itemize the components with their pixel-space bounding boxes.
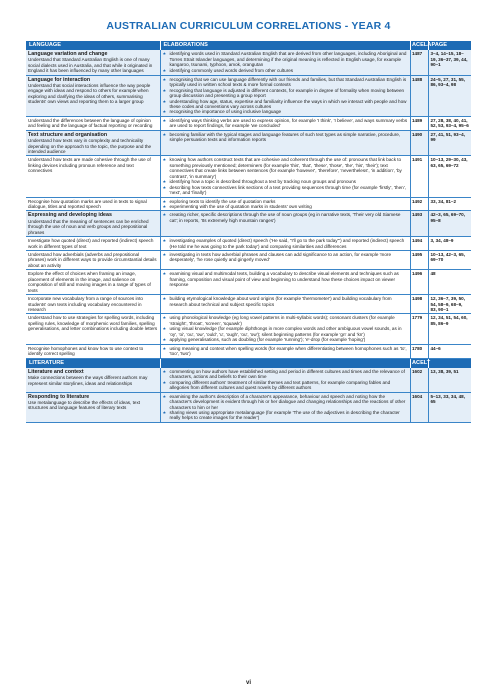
content-description: Understand that the meaning of sentences can be enriched through the use of noun and verb groups and prepositional phrases: [28, 218, 149, 235]
page-references: 10–13, 42–3, 65, 69–70: [428, 250, 471, 269]
page-references: 5–13, 33, 34, 48, 65: [428, 392, 471, 422]
elaborations-list: [163, 212, 408, 223]
content-description: Investigate how quoted (direct) and reported (indirect) speech work in different types of text: [28, 238, 154, 249]
strand-title: Text structure and organisation: [28, 131, 108, 138]
correlations-table: [26, 41, 471, 423]
elaboration-item: ★ applying generalisations, such as doubling (for example 'running'); 'e'-drop (for example 'hoping'): [163, 337, 408, 342]
strand-title: Literature and context: [28, 368, 84, 375]
curriculum-code: 1495: [410, 250, 428, 269]
elaborations-list: [163, 118, 408, 129]
elaborations-list: [163, 252, 408, 263]
page-references: 27, 41, 51, 93–4, 99: [428, 130, 471, 156]
page-references: 3–4, 14–15, 18–19, 36–37, 39, 44, 90–1: [428, 50, 471, 75]
content-description: Recognise how quotation marks are used in texts to signal dialogue, titles and reported speech: [28, 198, 147, 210]
strand-title: Language variation and change: [28, 51, 108, 58]
elaboration-item: ★ comparing different authors' treatment of similar themes and text patterns, for example comparing fables and allegories from different cultures and quest novels by different authors: [163, 380, 408, 391]
page-references: 44–6: [428, 344, 471, 358]
page-references: 13, 38, 39, 51: [428, 368, 471, 392]
elaboration-item: ★ identifying words used in Standard Australian English that are derived from other languages, including Aboriginal and Torres Strait Islander languages, and determining if the original meaning is reflected in English usage, for example kangaroo, tsunami, typhoon, amok, orangutan: [163, 51, 408, 67]
content-description-cell: [26, 270, 160, 295]
content-description-cell: [26, 75, 160, 116]
elaborations-cell: [160, 50, 410, 75]
curriculum-code: 1489: [410, 116, 428, 130]
content-description-cell: [26, 211, 160, 237]
elaboration-item: ★ identifying how a topic is described throughout a text by tracking noun groups and pronouns: [163, 179, 408, 184]
curriculum-code: 1496: [410, 270, 428, 295]
strand-title: Expressing and developing ideas: [28, 212, 112, 219]
elaborations-list: [163, 394, 408, 421]
table-row: [26, 250, 471, 269]
section-header-col2: [160, 358, 410, 368]
content-description-cell: [26, 116, 160, 130]
elaborations-cell: [160, 116, 410, 130]
elaborations-list: [163, 271, 408, 287]
table-row: [26, 50, 471, 75]
curriculum-code: 1602: [410, 368, 428, 392]
elaboration-item: ★ recognising that language is adjusted in different contexts, for example in degree of formality when moving between group discussion and presenting a group report: [163, 88, 408, 99]
table-row: [26, 270, 471, 295]
section-header: [26, 41, 471, 50]
elaborations-list: [163, 369, 408, 391]
elaboration-item: ★ investigating in texts how adverbial phrases and clauses can add significance to an action, for example 'more desperately', 'he rose quietly and gingerly moved': [163, 252, 408, 263]
content-description: Understand the differences between the language of opinion and feeling and the language of factual reporting or recording: [28, 117, 153, 129]
elaborations-list: [163, 77, 408, 115]
table-row: [26, 295, 471, 314]
elaborations-cell: [160, 130, 410, 156]
curriculum-code: 1498: [410, 295, 428, 314]
content-description-cell: [26, 237, 160, 251]
page-references: 12, 36–7, 39, 50, 54, 58–9, 68–9, 83, 90–1: [428, 295, 471, 314]
page-references: 12, 34, 51, 54, 60, 85, 86–9: [428, 314, 471, 344]
elaboration-item: ★ describing how texts connectives link sections of a text providing sequences through time (for example 'firstly', 'then', 'next', and 'finally'): [163, 185, 408, 196]
elaboration-item: ★ exploring texts to identify the use of quotation marks: [163, 199, 408, 204]
section-header-col4: PAGE: [428, 41, 471, 50]
content-description: Understand how texts are made cohesive through the use of linking devices including pronoun reference and text connectives: [28, 157, 151, 174]
elaborations-cell: [160, 237, 410, 251]
page-references: 10–13, 29–30, 43, 63, 65, 69–72: [428, 156, 471, 197]
table-row: [26, 314, 471, 344]
elaboration-item: ★ using meaning and context when spelling words (for example when differentiating between homophones such as 'to', 'too', 'two'): [163, 346, 408, 357]
elaborations-list: [163, 296, 408, 307]
elaborations-list: [163, 346, 408, 357]
elaborations-cell: [160, 314, 410, 344]
curriculum-code: 1488: [410, 75, 428, 116]
content-description: Make connections between the ways different authors may represent similar storylines, ideas and relationships: [28, 375, 148, 386]
table-row: [26, 156, 471, 197]
page-references: 48: [428, 270, 471, 295]
elaborations-list: [163, 51, 408, 73]
elaboration-item: ★ investigating examples of quoted (direct) speech ('He said, "I'll go to the park today"') and reported (indirect) speech (He told me he was going to the park today') and comparing similarities and differences: [163, 238, 408, 249]
elaborations-cell: [160, 197, 410, 211]
table-row: [26, 392, 471, 422]
elaborations-cell: [160, 250, 410, 269]
elaboration-item: ★ knowing how authors construct texts that are cohesive and coherent through the use of: pronouns that link back to something previously mentioned; determiners (for example 'this', 'that', 'these', 'those', 'the', 'his', 'their'); text connectives that create links between sentences (for example 'however', 'therefore', 'nevertheless', 'in addition', 'by contrast', 'in summary'): [163, 157, 408, 179]
section-header-col1: LITERATURE: [26, 358, 160, 368]
elaboration-item: ★ commenting on how authors have established setting and period in different cultures and times and the relevance of characters, actions and beliefs to their own time: [163, 369, 408, 380]
curriculum-code: 1491: [410, 156, 428, 197]
page-references: 42–3, 65, 69–70, 95–8: [428, 211, 471, 237]
elaboration-item: ★ recognising that we can use language differently with our friends and families, but that Standard Australian English is typically used in written school texts & more formal contexts: [163, 77, 408, 88]
elaborations-list: [163, 315, 408, 342]
content-description: Use metalanguage to describe the effects of ideas, text structures and language features of literary texts: [28, 399, 141, 411]
page-references: 27, 28, 38, 40, 41, 52, 53, 93–4, 95–6: [428, 116, 471, 130]
table-row: [26, 75, 471, 116]
elaboration-item: ★ examining visual and multimodal texts, building a vocabulary to describe visual elements and techniques such as framing, composition and visual point of view and beginning to understand how these choices impact on viewer response: [163, 271, 408, 287]
elaboration-item: ★ experimenting with the use of quotation marks in students' own writing: [163, 204, 408, 209]
elaboration-item: ★ becoming familiar with the typical stages and language features of such text types as simple narrative, procedure, simple persuasion texts and information reports: [163, 132, 408, 143]
table-row: [26, 197, 471, 211]
curriculum-code: 1492: [410, 197, 428, 211]
correlations-table-body: [26, 41, 471, 422]
content-description: Recognise homophones and know how to use context to identify correct spelling: [28, 345, 144, 357]
table-row: [26, 211, 471, 237]
content-description: Understand that Standard Australian English is one of many social dialects used in Australia, and that while it originated in England it has been influenced by many other languages: [28, 57, 153, 74]
elaboration-item: ★ creating richer, specific descriptions through the use of noun groups (eg in narrative texts, 'Their very old Siamese cat'; in reports, 'Its extremely high mountain ranges'): [163, 212, 408, 223]
table-row: [26, 130, 471, 156]
curriculum-code: 1604: [410, 392, 428, 422]
curriculum-code: 1487: [410, 50, 428, 75]
content-description-cell: [26, 250, 160, 269]
section-header: [26, 358, 471, 368]
elaborations-cell: [160, 156, 410, 197]
elaborations-cell: [160, 295, 410, 314]
table-row: [26, 368, 471, 392]
elaboration-item: ★ identifying commonly used words derived from other cultures: [163, 68, 408, 73]
strand-title: Language for interaction: [28, 76, 91, 83]
content-description-cell: [26, 392, 160, 422]
elaborations-cell: [160, 270, 410, 295]
elaboration-item: ★ using visual knowledge (for example diphthongs in more complex words and other ambiguous vowel sounds, as in 'oy', 'oi', 'ou', 'ow', 'ould', 'u', 'ough', 'ou', 'ow'); silent beginning patterns (for example 'gn' and 'kn'): [163, 326, 408, 337]
content-description-cell: [26, 130, 160, 156]
strand-title: Responding to literature: [28, 393, 90, 400]
curriculum-code: 1780: [410, 344, 428, 358]
content-description-cell: [26, 295, 160, 314]
curriculum-code: 1494: [410, 237, 428, 251]
elaborations-cell: [160, 211, 410, 237]
content-description-cell: [26, 368, 160, 392]
elaborations-cell: [160, 344, 410, 358]
elaborations-list: [163, 157, 408, 195]
content-description-cell: [26, 344, 160, 358]
elaboration-item: ★ identifying ways thinking verbs are used to express opinion, for example 'I think', 'I believe', and ways summary verbs are used to report findings, for example 'we concluded': [163, 118, 408, 129]
table-row: [26, 237, 471, 251]
content-description-cell: [26, 50, 160, 75]
curriculum-code: 1493: [410, 211, 428, 237]
section-header-col2: ELABORATIONS: [160, 41, 410, 50]
section-header-col3: ACELA: [410, 41, 428, 50]
elaboration-item: ★ understanding how age, status, expertise and familiarity influence the ways in which we interact with people and how these codes and conventions vary across cultures: [163, 99, 408, 110]
page-title: AUSTRALIAN CURRICULUM CORRELATIONS - YEAR 4: [106, 20, 391, 32]
content-description: Understand that social interactions influence the way people engage with ideas and respond to others for example when exploring and clarifying the ideas of others, summarising students' own views and reporting them to a larger group: [28, 82, 151, 105]
content-description: Understand how adverbials (adverbs and prepositional phrases) work in different ways to provide circumstantial details about an activity: [28, 251, 157, 268]
content-description: Explore the effect of choices when framing an image, placement of elements in the image, and salience on composition of still and moving images in a range of types of texts: [28, 271, 151, 293]
page-references: 33, 34, 81–2: [428, 197, 471, 211]
content-description: Understand how to use strategies for spelling words, including spelling rules, knowledge of morphemic word families, spelling generalisations, and letter combinations including double letters: [28, 315, 158, 332]
content-description-cell: [26, 197, 160, 211]
content-description: Incorporate new vocabulary from a range of sources into students' own texts including vocabulary encountered in research: [28, 296, 143, 313]
table-row: [26, 116, 471, 130]
page-number: vi: [245, 680, 251, 686]
elaborations-cell: [160, 75, 410, 116]
section-header-col3: ACELT: [410, 358, 428, 368]
elaborations-cell: [160, 368, 410, 392]
content-description-cell: [26, 314, 160, 344]
elaborations-cell: [160, 392, 410, 422]
elaboration-item: ★ using phonological knowledge (eg long vowel patterns in multi-syllabic words); consonant clusters (for example 'straight', 'throat', 'screen', 'squawk'): [163, 315, 408, 326]
page-references: 24–5, 27, 31, 55, 86, 93–4, 98: [428, 75, 471, 116]
elaboration-item: ★ recognising the importance of using inclusive language: [163, 109, 408, 114]
elaborations-list: [163, 238, 408, 249]
elaborations-list: [163, 132, 408, 143]
elaboration-item: ★ sharing views using appropriate metalanguage (for example 'The use of the adjectives in describing the character really helps to create images for the reader'): [163, 410, 408, 421]
curriculum-code: 1779: [410, 314, 428, 344]
elaboration-item: ★ building etymological knowledge about word origins (for example 'thermometer') and building vocabulary from research about technical and subject specific topics: [163, 296, 408, 307]
elaboration-item: ★ examining the author's description of a character's appearance, behaviour and speech and noting how the character's development is evident through his or her dialogue and changing relationships and the reactions of other characters to him or her: [163, 394, 408, 410]
section-header-col1: LANGUAGE: [26, 41, 160, 50]
section-header-col4: [428, 358, 471, 368]
curriculum-code: 1490: [410, 130, 428, 156]
page-references: 3, 34, 48–9: [428, 237, 471, 251]
table-row: [26, 344, 471, 358]
content-description: Understand how texts vary in complexity and technicality depending on the approach to the topic, the purpose and the intended audience: [28, 138, 152, 154]
content-description-cell: [26, 156, 160, 197]
elaborations-list: [163, 199, 408, 210]
